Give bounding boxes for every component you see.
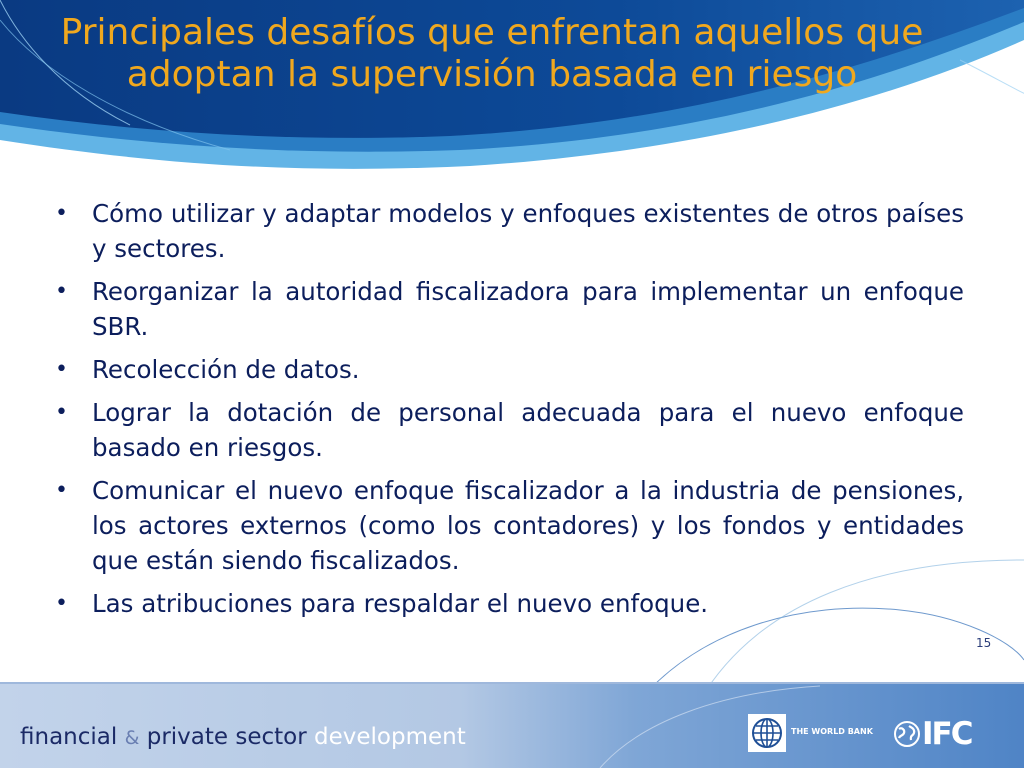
page-number: 15 (976, 636, 992, 650)
ifc-label: IFC (922, 716, 972, 752)
world-bank-label: THE WORLD BANK (791, 727, 873, 736)
world-bank-logo-icon (748, 714, 786, 752)
bullet-glyph: • (55, 591, 68, 616)
bullet-list (54, 196, 964, 629)
bullet-text: Reorganizar la autoridad fiscalizadora para implementar un enfoque SBR. (92, 277, 964, 341)
bullet-text: Lograr la dotación de personal adecuada para el nuevo enfoque basado en riesgos. (92, 398, 964, 462)
bullet-text: Las atribuciones para respaldar el nuevo enfoque. (92, 589, 709, 618)
bullet-glyph: • (55, 357, 68, 382)
bullet-item (54, 196, 964, 266)
bullet-text: Comunicar el nuevo enfoque fiscalizador a la industria de pensiones, los actores externos (como los contadores) y los fondos y entidades que están siendo fiscalizados. (92, 476, 964, 575)
bullet-text: Cómo utilizar y adaptar modelos y enfoques existentes de otros países y sectores. (92, 199, 964, 263)
bullet-glyph: • (55, 400, 68, 425)
bullet-item (54, 586, 964, 621)
bullet-item (54, 352, 964, 387)
brand-financial: financial (20, 724, 118, 750)
brand-private-sector: private sector (146, 724, 307, 750)
bullet-glyph: • (55, 279, 68, 304)
bullet-item (54, 473, 964, 578)
ifc-globe-icon (893, 720, 921, 748)
bullet-glyph: • (55, 201, 68, 226)
brand-development: development (314, 724, 466, 750)
footer-bar (0, 682, 1024, 768)
bullet-item (54, 395, 964, 465)
bullet-glyph: • (55, 478, 68, 503)
bullet-text: Recolección de datos. (92, 355, 360, 384)
bullet-item (54, 274, 964, 344)
footer-brand-text (20, 724, 466, 750)
brand-ampersand: & (124, 727, 140, 749)
slide-title: Principales desafíos que enfrentan aquellos que adoptan la supervisión basada en riesgo (60, 12, 924, 95)
